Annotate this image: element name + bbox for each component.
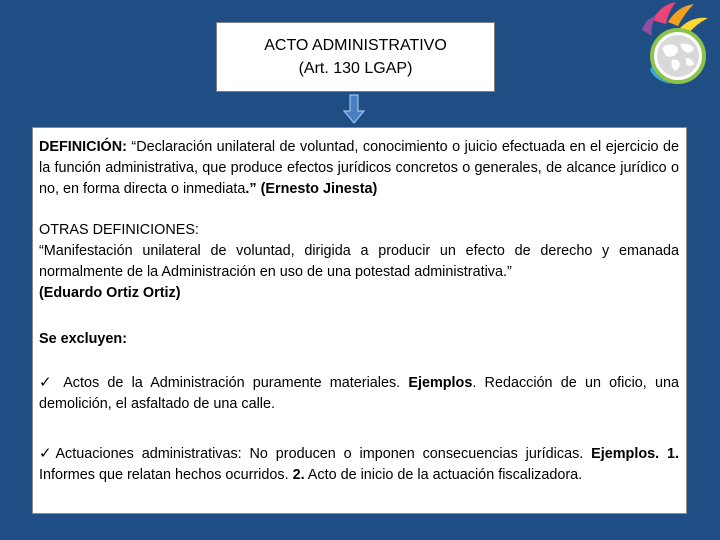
item-1 [39,372,679,415]
item-1-text: Actos de la Administración puramente materiales. [55,375,409,391]
definicion-label: DEFINICIÓN: [39,139,127,155]
otras-label: OTRAS DEFINICIONES: [39,222,199,238]
checkmark-icon: ✓ [39,445,56,462]
definicion-close: .” [245,181,257,197]
excluyen-label: Se excluyen: [39,331,127,347]
otras-quote: “Manifestación unilateral de voluntad, dirigida a producir un efecto de derecho y emanada normalmente de la Administración en uso de una potestad administrativa.” [39,243,679,280]
definicion-author: (Ernesto Jinesta) [256,181,378,197]
content-box [32,127,687,514]
excluyen-paragraph [39,329,679,350]
title-line-1: ACTO ADMINISTRATIVO [264,37,447,54]
item-1-rest: . Redacción de un oficio, una demolición, el asfaltado de una calle. [39,375,679,412]
title-line-2: (Art. 130 LGAP) [298,60,413,77]
down-arrow-icon [343,94,365,124]
item-1-ejemplos: Ejemplos [408,375,473,391]
definicion-paragraph [39,137,679,200]
globe-logo-icon [632,0,712,86]
checkmark-icon: ✓ [39,374,56,391]
definicion-quote: “Declaración unilateral de voluntad, conocimiento o juicio efectuada en el ejercicio de la función administrativa, que produce efectos jurídicos concretos o generales, de alcance jurídico o no, en forma directa o inmediata [39,139,679,197]
item-2-ejemplos: Ejemplos. 1. [591,446,679,462]
otras-author [39,283,679,304]
otras-author-text: (Eduardo Ortiz Ortiz) [39,285,181,301]
item-2-n2: 2. [292,467,305,483]
item-2-t2: Acto de inicio de la actuación fiscalizadora. [304,467,583,483]
item-2-t1: Informes que relatan hechos ocurridos. [39,467,293,483]
item-2-text: Actuaciones administrativas: No producen o imponen consecuencias jurídicas. [55,446,592,462]
title-box [216,22,495,92]
item-2 [39,443,679,486]
